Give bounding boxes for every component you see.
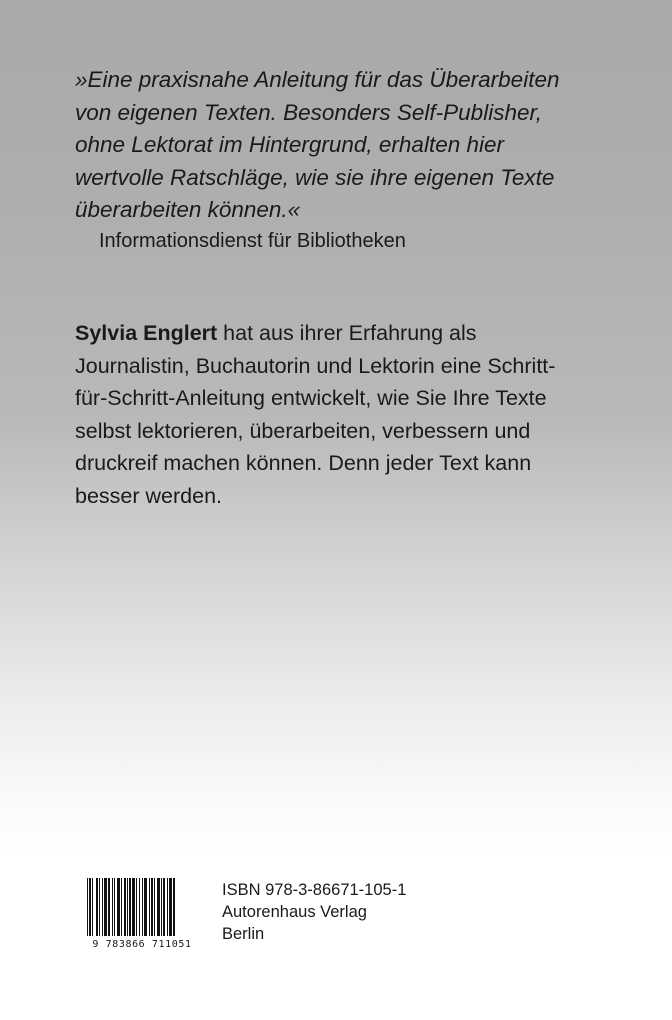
quote-line: ohne Lektorat im Hintergrund, erhalten hier <box>75 132 504 157</box>
publisher-info <box>222 879 406 945</box>
quote-source: Informationsdienst für Bibliotheken <box>99 230 406 252</box>
bio-line-text: hat aus ihrer Erfahrung als <box>217 321 477 345</box>
publisher-city: Berlin <box>222 925 265 943</box>
barcode-digits: 9 783866 711051 <box>81 938 203 952</box>
bio-line: besser werden. <box>75 483 222 508</box>
blurb-quote <box>75 64 645 227</box>
quote-line: wertvolle Ratschläge, wie sie ihre eigenen Texte <box>75 164 555 190</box>
publisher-name: Autorenhaus Verlag <box>222 903 367 921</box>
isbn-number: ISBN 978-3-86671-105-1 <box>222 881 407 899</box>
bio-line: selbst lektorieren, überarbeiten, verbessern und <box>75 418 531 443</box>
author-name: Sylvia Englert <box>75 321 218 345</box>
bio-line: Journalistin, Buchautorin und Lektorin eine Schritt- <box>75 353 556 378</box>
quote-line: »Eine praxisnahe Anleitung für das Überarbeiten <box>75 67 560 92</box>
barcode-bars <box>81 876 203 938</box>
bio-first-line <box>75 317 635 350</box>
bio-line: druckreif machen können. Denn jeder Text kann <box>75 451 532 475</box>
bio-line: für-Schritt-Anleitung entwickelt, wie Sie Ihre Texte <box>75 386 547 410</box>
author-bio <box>75 317 635 512</box>
quote-line: überarbeiten können.« <box>75 197 301 222</box>
quote-line: von eigenen Texten. Besonders Self-Publisher, <box>75 99 542 125</box>
